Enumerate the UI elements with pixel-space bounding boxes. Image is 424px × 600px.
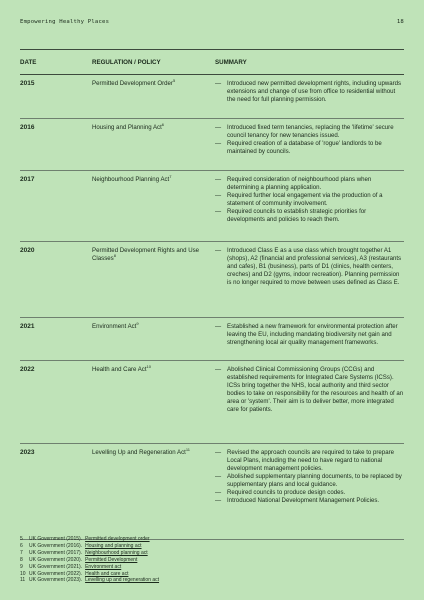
summary-text: Abolished supplementary planning documents, to be replaced by supplementary plans and local guidance. [227, 473, 402, 488]
dash-bullet: — [215, 140, 222, 147]
summary-text: Established a new framework for environmental protection after leaving the EU, including mandating biodiversity net gain and strengthening local air quality management frameworks. [227, 323, 398, 346]
policy-name: Permitted Development Rights and Use Classes [92, 247, 200, 262]
footnote-ref: 9 [136, 320, 139, 326]
footnote-source: UK Government (2022). [29, 570, 83, 577]
policy-name: Environment Act [92, 323, 137, 330]
footnote-source: UK Government (2016). [29, 542, 83, 549]
summary-text: Introduced fixed term tenancies, replacing the 'lifetime' secure council tenancy for new tenancies issued. [227, 124, 394, 139]
table-body [20, 75, 404, 540]
footnote-ref: 6 [161, 121, 165, 127]
footnote-ref: 11 [185, 446, 190, 452]
policy-name: Housing and Planning Act [92, 124, 162, 131]
summary-text: Required further local engagement via the production of a statement of community involvement. [227, 192, 383, 207]
summary-item [215, 489, 404, 497]
row-policy [92, 247, 215, 317]
footnote-ref: 5 [172, 77, 176, 83]
row-policy [92, 446, 215, 539]
summary-item [215, 247, 404, 287]
table-row [20, 75, 404, 119]
footnote-link[interactable]: Environment act [85, 563, 122, 570]
row-year: 2020 [20, 247, 35, 254]
footnote [20, 571, 159, 578]
summary-text: Introduced Class E as a use class which brought together A1 (shops), A2 (financial and professional services), A3 (restaurants and cafes), B1 (business), parts of D1 (clinics, health centers, creches) and D2 (gyms, indoor recreation). Planning permission is no longer required to move between uses defined as Class E. [227, 247, 402, 286]
row-year: 2016 [20, 124, 35, 131]
footnote-ref: 10 [146, 363, 151, 369]
row-policy [92, 173, 215, 241]
page-number: 18 [396, 19, 404, 25]
policy-name: Neighbourhood Planning Act [92, 176, 170, 183]
footnote-number: 7 [20, 549, 23, 556]
footnote-link[interactable]: Permitted Development [85, 556, 138, 563]
table-row [20, 242, 404, 318]
summary-item [215, 366, 404, 414]
footnote-ref: 8 [113, 252, 116, 258]
row-summary [215, 124, 404, 170]
dash-bullet: — [215, 176, 222, 183]
footnote [20, 564, 159, 571]
row-policy [92, 121, 215, 170]
row-policy [92, 363, 215, 443]
document-title: Empowering Healthy Places [20, 19, 110, 25]
footnote-source: UK Government (2015). [29, 536, 83, 542]
footnote-number: 8 [20, 556, 23, 563]
table-header [20, 49, 404, 75]
col-header-policy: REGULATION / POLICY [92, 58, 161, 66]
footnote-number: 11 [20, 577, 26, 584]
col-header-date: DATE [20, 58, 37, 66]
summary-text: Introduced new permitted development rights, including upwards extensions and change of use from office to residential without the need for full planning permission. [227, 80, 402, 103]
footnote [20, 550, 159, 557]
footnote-source: UK Government (2023). [29, 577, 83, 584]
footnote-source: UK Government (2020). [29, 556, 83, 563]
policy-name: Permitted Development Order [92, 80, 173, 87]
footnote [20, 543, 159, 550]
row-summary [215, 176, 404, 241]
summary-item [215, 80, 404, 104]
summary-item [215, 449, 404, 473]
table-row [20, 119, 404, 171]
dash-bullet: — [215, 449, 222, 456]
summary-item [215, 497, 404, 505]
table-row [20, 318, 404, 361]
footnote-link[interactable]: Neighbourhood planning act [85, 549, 148, 556]
row-policy [92, 320, 215, 360]
page-header [20, 19, 404, 25]
row-policy [92, 77, 215, 118]
summary-text: Revised the approach councils are required to take to prepare Local Plans, including the need to have regard to national development management policies. [227, 449, 395, 472]
summary-text: Required councils to produce design codes. [227, 489, 346, 496]
table-row [20, 171, 404, 242]
summary-item [215, 208, 404, 224]
summary-item [215, 176, 404, 192]
policy-name: Levelling Up and Regeneration Act [92, 449, 186, 456]
dash-bullet: — [215, 247, 222, 254]
summary-item [215, 473, 404, 489]
table-row [20, 444, 404, 540]
summary-item [215, 192, 404, 208]
footnote-number: 10 [20, 570, 26, 577]
footnote-number: 9 [20, 563, 23, 570]
row-summary [215, 247, 404, 317]
summary-text: Introduced National Development Management Policies. [227, 497, 380, 504]
row-year: 2022 [20, 366, 35, 373]
summary-item [215, 140, 404, 156]
summary-text: Required creation of a database of 'rogue' landlords to be maintained by councils. [227, 140, 382, 155]
dash-bullet: — [215, 497, 222, 504]
footnote [20, 577, 159, 584]
row-year: 2023 [20, 449, 35, 456]
row-summary [215, 449, 404, 539]
col-header-summary: SUMMARY [215, 58, 247, 66]
dash-bullet: — [215, 192, 222, 199]
dash-bullet: — [215, 124, 222, 131]
policy-table [20, 49, 404, 540]
row-year: 2017 [20, 176, 35, 183]
row-year: 2015 [20, 80, 35, 87]
table-row [20, 361, 404, 444]
footnote-link[interactable]: Permitted development order [85, 536, 150, 542]
policy-name: Health and Care Act [92, 366, 147, 373]
dash-bullet: — [215, 80, 222, 87]
footnote-source: UK Government (2021). [29, 563, 83, 570]
footnote-link[interactable]: Housing and planning act [85, 542, 142, 549]
footnotes [20, 536, 159, 584]
footnote-ref: 7 [169, 173, 172, 179]
footnote [20, 557, 159, 564]
footnote-link[interactable]: Health and care act [85, 570, 129, 577]
dash-bullet: — [215, 323, 222, 330]
summary-item [215, 124, 404, 140]
row-summary [215, 366, 404, 443]
summary-item [215, 323, 404, 347]
footnote-number: 6 [20, 542, 23, 549]
row-year: 2021 [20, 323, 35, 330]
row-summary [215, 323, 404, 360]
footnote [20, 536, 159, 543]
footnote-source: UK Government (2017). [29, 549, 83, 556]
summary-text: Abolished Clinical Commissioning Groups (CCGs) and established requirements for Integrated Care Systems (ICSs). ICSs bring together the NHS, local authority and third sector bodies to take on responsibility for the resources and health of an area or 'system'. Their aim is to deliver better, more integrated care for patients. [227, 366, 404, 413]
footnote-link[interactable]: Levelling up and regeneration act [85, 577, 160, 584]
dash-bullet: — [215, 489, 222, 496]
footnote-number: 5 [20, 536, 23, 542]
dash-bullet: — [215, 208, 222, 215]
summary-text: Required councils to establish strategic priorities for developments and policies to reach them. [227, 208, 367, 223]
summary-text: Required consideration of neighbourhood plans when determining a planning application. [227, 176, 372, 191]
dash-bullet: — [215, 366, 222, 373]
row-summary [215, 80, 404, 118]
dash-bullet: — [215, 473, 222, 480]
